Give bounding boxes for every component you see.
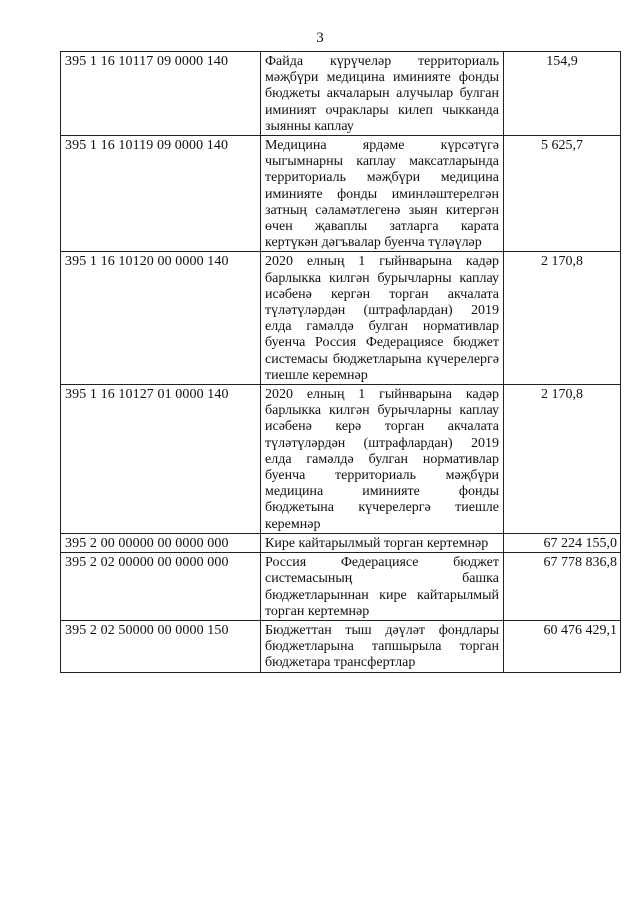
row-amount: 154,9 bbox=[504, 52, 621, 136]
table-row bbox=[61, 252, 621, 385]
budget-revenue-table bbox=[60, 51, 621, 673]
row-code: 395 1 16 10127 01 0000 140 bbox=[61, 385, 261, 534]
table-row bbox=[61, 385, 621, 534]
table-row bbox=[61, 553, 621, 621]
row-code: 395 1 16 10117 09 0000 140 bbox=[61, 52, 261, 136]
row-description: Россия Федерациясе бюджет системасының башка бюджетларыннан кире кайтарылмый торган кертемнәр bbox=[261, 553, 504, 621]
row-amount: 67 778 836,8 bbox=[504, 553, 621, 621]
row-code: 395 2 02 50000 00 0000 150 bbox=[61, 620, 261, 672]
row-amount: 2 170,8 bbox=[504, 252, 621, 385]
row-description: Бюджеттан тыш дәүләт фондлары бюджетларына тапшырыла торган бюджетара трансфертлар bbox=[261, 620, 504, 672]
table-row bbox=[61, 533, 621, 552]
row-description: Медицина ярдәме күрсәтүгә чыгымнарны каплау максатларында территориаль мәҗбүри медицина иминияте фонды иминләштерелгән затның сәламәтлегенә зыян китергән өчен җаваплы затларга карата кертүкән дәгъвалар буенча түләүләр bbox=[261, 136, 504, 252]
table-row bbox=[61, 52, 621, 136]
table-row bbox=[61, 136, 621, 252]
row-code: 395 2 00 00000 00 0000 000 bbox=[61, 533, 261, 552]
row-amount: 60 476 429,1 bbox=[504, 620, 621, 672]
row-description: 2020 елның 1 гыйнварына кадәр барлыкка килгән бурычларны каплау исәбенә кергән торган акчалата түләтүләрдән (штрафлардан) 2019 елда гамәлдә булган нормативлар буенча Россия Федерациясе бюджет системасы бюджетларына күчерелергә тиешле керемнәр bbox=[261, 252, 504, 385]
row-amount: 2 170,8 bbox=[504, 385, 621, 534]
row-description: Файда күрүчеләр территориаль мәҗбүри медицина иминияте фонды бюджеты акчаларын алучылар булган иминият очраклары килеп чыкканда зыянны каплау bbox=[261, 52, 504, 136]
row-description: 2020 елның 1 гыйнварына кадәр барлыкка килгән бурычларны каплау исәбенә керә торган акчалата түләтүләрдән (штрафлардан) 2019 елда гамәлдә булган нормативлар буенча территориаль мәҗбүри медицина иминияте фонды бюджетына күчерелергә тиешле керемнәр bbox=[261, 385, 504, 534]
table-row bbox=[61, 620, 621, 672]
row-description: Кире кайтарылмый торган кертемнәр bbox=[261, 533, 504, 552]
row-amount: 67 224 155,0 bbox=[504, 533, 621, 552]
row-code: 395 1 16 10120 00 0000 140 bbox=[61, 252, 261, 385]
page-number: 3 bbox=[316, 30, 324, 46]
row-code: 395 2 02 00000 00 0000 000 bbox=[61, 553, 261, 621]
row-amount: 5 625,7 bbox=[504, 136, 621, 252]
row-code: 395 1 16 10119 09 0000 140 bbox=[61, 136, 261, 252]
